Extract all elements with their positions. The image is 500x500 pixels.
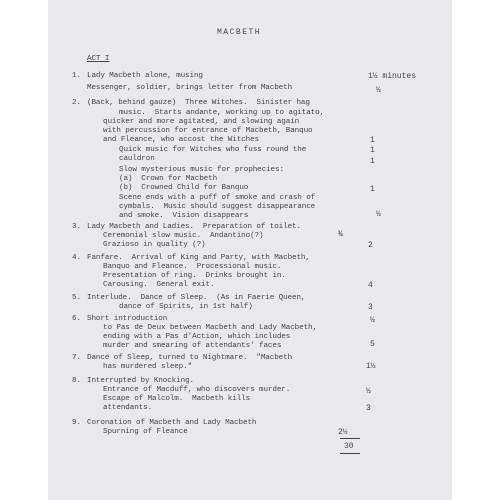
item-number: 8.	[72, 377, 81, 385]
item-number: 1.	[72, 72, 81, 80]
duration-value: 4	[368, 281, 373, 290]
item-text-line: and Fleance, who accost the Witches	[103, 136, 259, 144]
duration-value: 1	[370, 136, 375, 145]
total-rule	[340, 438, 360, 439]
item-text-line: Slow mysterious music for prophecies:	[119, 166, 284, 174]
duration-value: 1½ minutes	[368, 72, 417, 81]
item-number: 9.	[72, 419, 81, 427]
item-text-line: Messenger, soldier, brings letter from Macbeth	[87, 84, 293, 92]
item-text-line: Interrupted by Knocking.	[87, 377, 194, 385]
item-text-line: Interlude. Dance of Sleep. (As in Faerie Queen,	[87, 294, 306, 302]
item-text-line: cymbals. Music should suggest disappearance	[119, 203, 316, 211]
duration-value: 1	[370, 146, 375, 155]
duration-value: ½	[376, 210, 381, 219]
item-number: 2.	[72, 99, 81, 107]
item-text-line: Ceremonial slow music. Andantino(?)	[103, 232, 264, 240]
item-text-line: (Back, behind gauze) Three Witches. Sinister hag	[87, 99, 310, 107]
item-text-line: cauldron	[119, 155, 155, 163]
item-number: 4.	[72, 254, 81, 262]
duration-value: 3	[368, 303, 373, 312]
item-text-line: Banquo and Fleance. Processional music.	[103, 263, 282, 271]
item-number: 6.	[72, 315, 81, 323]
item-text-line: Escape of Malcolm. Macbeth kills	[103, 395, 251, 403]
item-text-line: Spurning of Fleance	[103, 428, 188, 436]
item-number: 3.	[72, 223, 81, 231]
item-number: 5.	[72, 294, 81, 302]
item-text-line: Quick music for Witches who fuss round the	[119, 146, 307, 154]
item-text-line: (b) Crowned Child for Banquo	[119, 184, 249, 192]
item-number: 7.	[72, 354, 81, 362]
item-text-line: Short introduction	[87, 315, 168, 323]
item-text-line: and smoke. Vision disappears	[119, 212, 249, 220]
total-duration: 30	[344, 442, 354, 451]
act-heading: ACT I	[87, 55, 110, 63]
item-text-line: quicker and more agitated, and slowing again	[103, 118, 300, 126]
item-text-line: Carousing. General exit.	[103, 281, 215, 289]
item-text-line: murder and smearing of attendants' faces	[103, 342, 282, 350]
duration-value: 1½	[366, 362, 376, 371]
duration-value: 2	[368, 241, 373, 250]
item-text-line: has murdered sleep."	[103, 363, 193, 371]
duration-value: 2½	[338, 428, 348, 437]
duration-value: 1	[370, 157, 375, 166]
duration-value: 5	[370, 340, 375, 349]
duration-value: 1	[370, 185, 375, 194]
item-text-line: Coronation of Macbeth and Lady Macbeth	[87, 419, 257, 427]
typed-page	[48, 0, 452, 500]
item-text-line: with percussion for entrance of Macbeth, Banquo	[103, 127, 313, 135]
item-text-line: music. Starts andante, working up to agitato,	[119, 109, 325, 117]
item-text-line: Scene ends with a puff of smoke and crash of	[119, 194, 316, 202]
item-text-line: ending with a Pas d'Action, which includes	[103, 333, 291, 341]
item-text-line: (a) Crown for Macbeth	[119, 175, 218, 183]
item-text-line: dance of Spirits, in 1st half)	[119, 303, 253, 311]
duration-value: 3	[366, 404, 371, 413]
duration-value: ½	[366, 387, 371, 396]
item-text-line: Lady Macbeth alone, musing	[87, 72, 203, 80]
item-text-line: Grazioso in quality (?)	[103, 241, 206, 249]
item-text-line: Fanfare. Arrival of King and Party, with Macbeth,	[87, 254, 310, 262]
duration-value: ¾	[338, 230, 343, 239]
item-text-line: Lady Macbeth and Ladies. Preparation of toilet.	[87, 223, 301, 231]
item-text-line: Dance of Sleep, turned to Nightmare. "Macbeth	[87, 354, 293, 362]
duration-value: ½	[370, 316, 375, 325]
item-text-line: to Pas de Deux between Macbeth and Lady Macbeth,	[103, 324, 317, 332]
item-text-line: Entrance of Macduff, who discovers murder.	[103, 386, 291, 394]
duration-value: ½	[376, 86, 381, 95]
document-title: MACBETH	[217, 28, 262, 37]
total-underline	[340, 453, 360, 454]
item-text-line: Presentation of ring. Drinks brought in.	[103, 272, 286, 280]
item-text-line: attendants.	[103, 404, 153, 412]
